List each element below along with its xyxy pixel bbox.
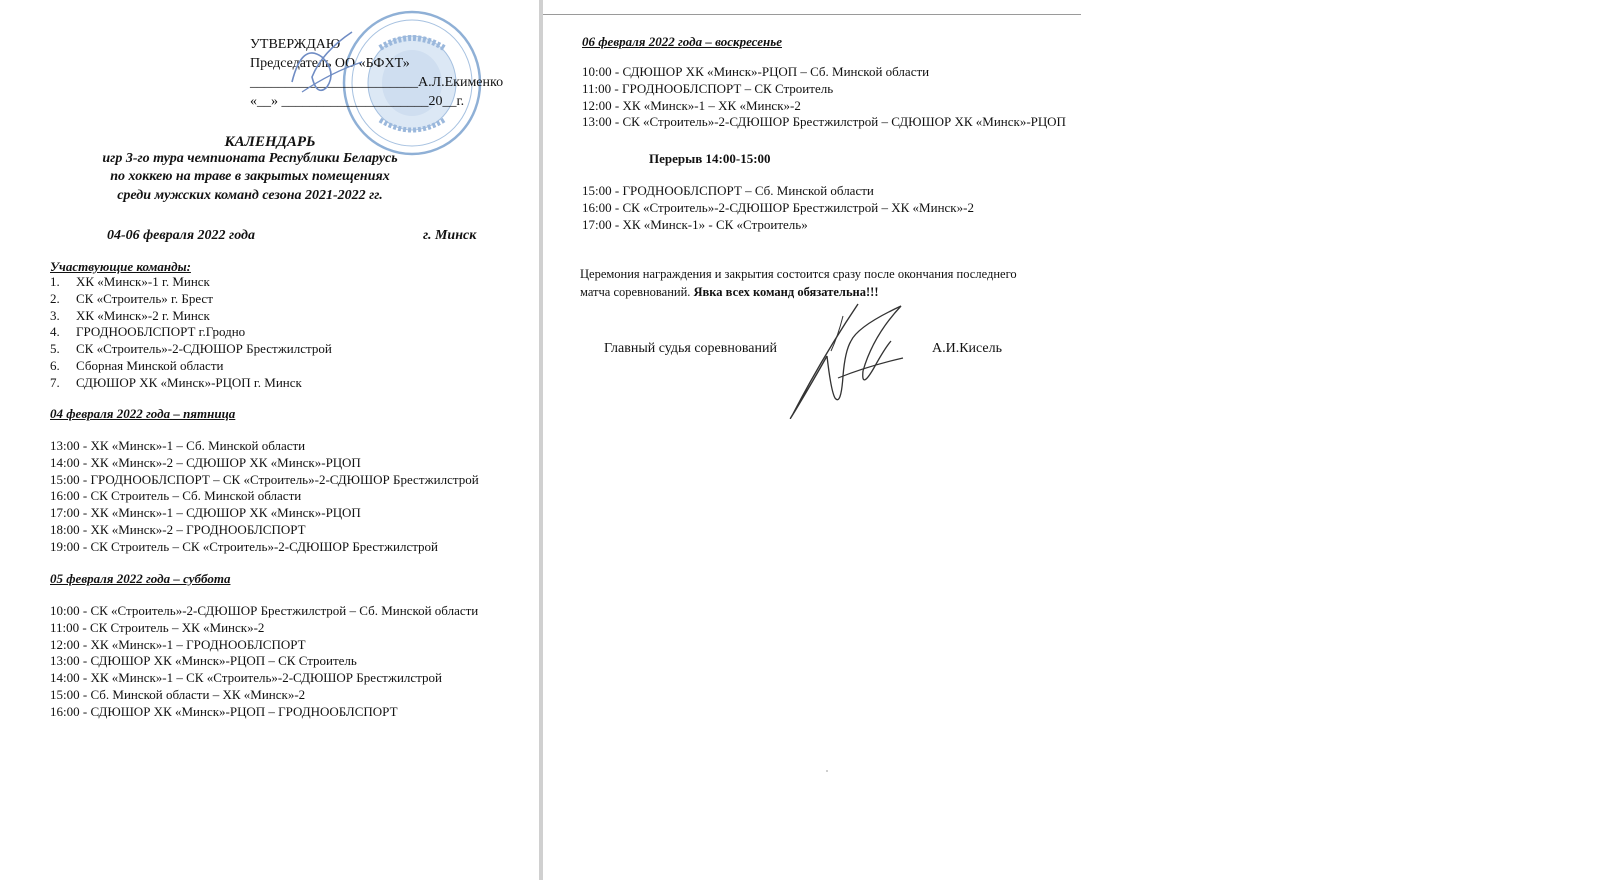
- ceremony-text-line-2: матча соревнований. Явка всех команд обязательна!!!: [580, 285, 879, 299]
- schedule-item: 16:00 - СК Строитель – Сб. Минской области: [50, 488, 302, 504]
- calendar-subtitle-2: по хоккею на траве в закрытых помещениях: [110, 169, 390, 184]
- attendance-required-note: Явка всех команд обязательна!!!: [693, 285, 879, 299]
- schedule-item: 16:00 - СК «Строитель»-2-СДЮШОР Брестжилстрой – ХК «Минск»-2: [582, 199, 974, 215]
- calendar-subtitle-3: среди мужских команд сезона 2021-2022 гг.: [117, 188, 383, 203]
- day3-schedule-morning: [582, 64, 1066, 131]
- teams-heading: Участвующие команды:: [50, 259, 191, 274]
- day2-heading: 05 февраля 2022 года – суббота: [50, 571, 231, 586]
- schedule-item: 11:00 - СК Строитель – ХК «Минск»-2: [50, 619, 265, 635]
- list-item: 7. СДЮШОР ХК «Минск»-РЦОП г. Минск: [50, 374, 302, 390]
- schedule-item: 10:00 - СДЮШОР ХК «Минск»-РЦОП – Сб. Минской области: [582, 64, 930, 79]
- ceremony-text-line-1: Церемония награждения и закрытия состоится сразу после окончания последнего: [580, 267, 1017, 281]
- calendar-subtitle-1: игр 3-го тура чемпионата Республики Беларусь: [102, 151, 398, 166]
- list-item: 4. ГРОДНООБЛСПОРТ г.Гродно: [50, 324, 246, 340]
- schedule-item: 11:00 - ГРОДНООБЛСПОРТ – СК Строитель: [582, 80, 834, 96]
- approval-signature-icon: [282, 22, 372, 102]
- list-item: 2. СК «Строитель» г. Брест: [50, 290, 213, 306]
- day1-schedule: [50, 438, 479, 556]
- day3-schedule-afternoon: [582, 183, 974, 233]
- break-note: Перерыв 14:00-15:00: [649, 151, 771, 166]
- schedule-item: 13:00 - ХК «Минск»-1 – Сб. Минской области: [50, 438, 306, 453]
- teams-list: [50, 274, 332, 392]
- schedule-item: 12:00 - ХК «Минск»-1 – ХК «Минск»-2: [582, 97, 801, 113]
- approval-approve: УТВЕРЖДАЮ: [250, 37, 341, 52]
- chief-judge-signature-icon: [783, 296, 913, 421]
- schedule-item: 15:00 - ГРОДНООБЛСПОРТ – Сб. Минской области: [582, 183, 874, 198]
- schedule-item: 14:00 - ХК «Минск»-1 – СК «Строитель»-2-СДЮШОР Брестжилстрой: [50, 670, 442, 686]
- document-page-2: [543, 0, 1081, 880]
- schedule-item: 19:00 - СК Строитель – СК «Строитель»-2-СДЮШОР Брестжилстрой: [50, 538, 439, 554]
- calendar-title: КАЛЕНДАРЬ: [224, 134, 316, 150]
- list-item: 1. ХК «Минск»-1 г. Минск: [50, 274, 210, 289]
- approval-chair: Председатель ОО «БФХТ»: [250, 56, 410, 71]
- approval-date-line: «__» _____________________20__г.: [250, 94, 465, 109]
- day3-heading: 06 февраля 2022 года – воскресенье: [582, 34, 782, 49]
- schedule-item: 17:00 - ХК «Минск»-1 – СДЮШОР ХК «Минск»-РЦОП: [50, 505, 361, 521]
- schedule-item: 15:00 - ГРОДНООБЛСПОРТ – СК «Строитель»-2-СДЮШОР Брестжилстрой: [50, 471, 479, 487]
- schedule-item: 15:00 - Сб. Минской области – ХК «Минск»-2: [50, 686, 306, 702]
- list-item: 6. Сборная Минской области: [50, 357, 224, 373]
- event-city: г. Минск: [423, 228, 477, 243]
- day1-heading: 04 февраля 2022 года – пятница: [50, 406, 236, 421]
- list-item: 3. ХК «Минск»-2 г. Минск: [50, 307, 210, 323]
- schedule-item: 13:00 - СДЮШОР ХК «Минск»-РЦОП – СК Строитель: [50, 653, 357, 669]
- list-item: 5. СК «Строитель»-2-СДЮШОР Брестжилстрой: [50, 341, 332, 357]
- schedule-item: 10:00 - СК «Строитель»-2-СДЮШОР Брестжилстрой – Сб. Минской области: [50, 603, 479, 618]
- schedule-item: 16:00 - СДЮШОР ХК «Минск»-РЦОП – ГРОДНООБЛСПОРТ: [50, 703, 398, 719]
- day2-schedule: [50, 603, 478, 721]
- chief-judge-role: Главный судья соревнований: [604, 341, 777, 356]
- schedule-item: 17:00 - ХК «Минск-1» - СК «Строитель»: [582, 216, 808, 232]
- schedule-item: 14:00 - ХК «Минск»-2 – СДЮШОР ХК «Минск»-РЦОП: [50, 454, 361, 470]
- schedule-item: 18:00 - ХК «Минск»-2 – ГРОДНООБЛСПОРТ: [50, 521, 306, 537]
- approval-name-line: ________________________А.Л.Екименко: [250, 75, 504, 90]
- schedule-item: 13:00 - СК «Строитель»-2-СДЮШОР Брестжилстрой – СДЮШОР ХК «Минск»-РЦОП: [582, 114, 1066, 130]
- scan-speck: [826, 770, 828, 772]
- schedule-item: 12:00 - ХК «Минск»-1 – ГРОДНООБЛСПОРТ: [50, 636, 306, 652]
- event-dates: 04-06 февраля 2022 года: [107, 228, 255, 243]
- document-page-1: [0, 0, 540, 880]
- chief-judge-name: А.И.Кисель: [932, 341, 1003, 356]
